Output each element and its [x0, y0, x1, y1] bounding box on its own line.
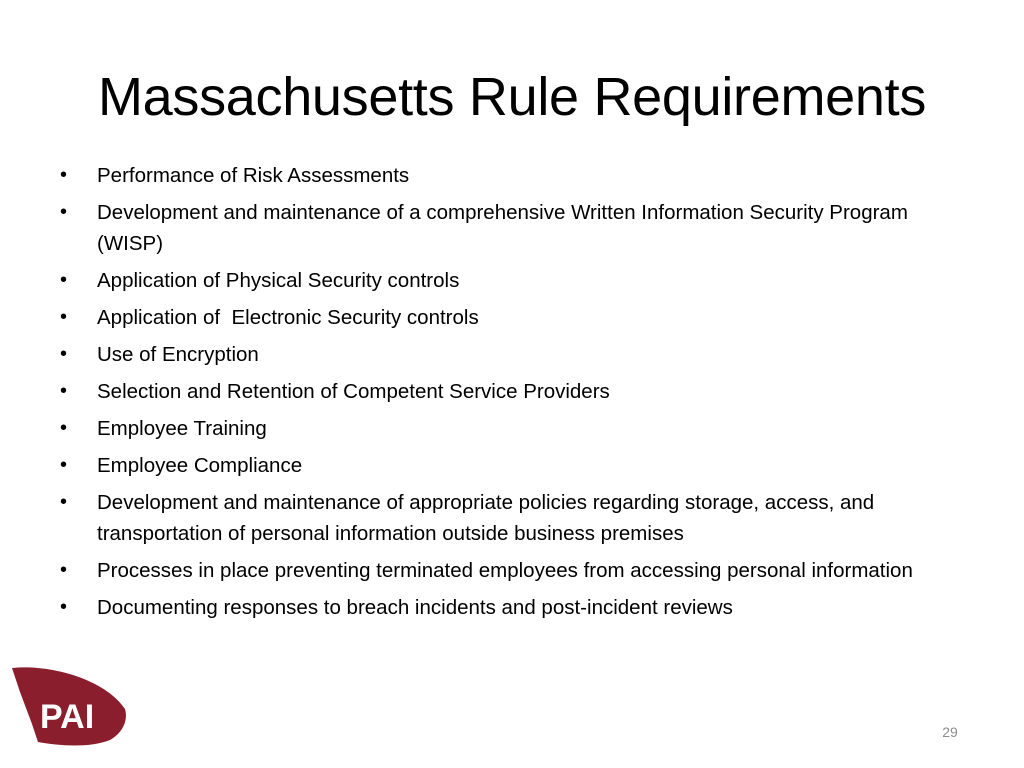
list-item — [60, 487, 960, 549]
requirements-list — [60, 160, 960, 629]
list-item — [60, 339, 960, 370]
bullet-text: Documenting responses to breach incidents and post-incident reviews — [97, 596, 733, 619]
bullet-icon: • — [60, 491, 68, 513]
bullet-icon: • — [60, 343, 68, 365]
list-item — [60, 450, 960, 481]
bullet-text: Application of Physical Security controls — [97, 269, 460, 292]
bullet-icon: • — [60, 559, 68, 581]
bullet-icon: • — [60, 306, 68, 328]
slide-title: Massachusetts Rule Requirements — [97, 67, 927, 127]
list-item — [60, 197, 960, 259]
bullet-text: Processes in place preventing terminated employees from accessing personal information — [97, 559, 913, 582]
bullet-text: Development and maintenance of a comprehensive Written Information Security Program (WISP) — [97, 201, 908, 255]
bullet-text: Application of Electronic Security controls — [97, 306, 479, 329]
list-item — [60, 413, 960, 444]
pai-logo — [10, 664, 130, 746]
bullet-icon: • — [60, 201, 68, 223]
list-item — [60, 302, 960, 333]
bullet-icon: • — [60, 269, 68, 291]
bullet-icon: • — [60, 596, 68, 618]
bullet-text: Employee Training — [97, 417, 267, 440]
bullet-icon: • — [60, 417, 68, 439]
list-item — [60, 160, 960, 191]
bullet-text: Performance of Risk Assessments — [97, 164, 410, 187]
list-item — [60, 592, 960, 623]
bullet-text: Employee Compliance — [97, 454, 303, 477]
list-item — [60, 265, 960, 296]
page-number: 29 — [942, 724, 958, 740]
bullet-text: Development and maintenance of appropriate policies regarding storage, access, and transportation of personal information outside business premises — [97, 491, 875, 545]
bullet-icon: • — [60, 380, 68, 402]
bullet-icon: • — [60, 164, 68, 186]
logo-text: PAI — [40, 698, 95, 736]
list-item — [60, 376, 960, 407]
bullet-text: Selection and Retention of Competent Service Providers — [97, 380, 610, 403]
list-item — [60, 555, 960, 586]
bullet-icon: • — [60, 454, 68, 476]
bullet-text: Use of Encryption — [97, 343, 259, 366]
